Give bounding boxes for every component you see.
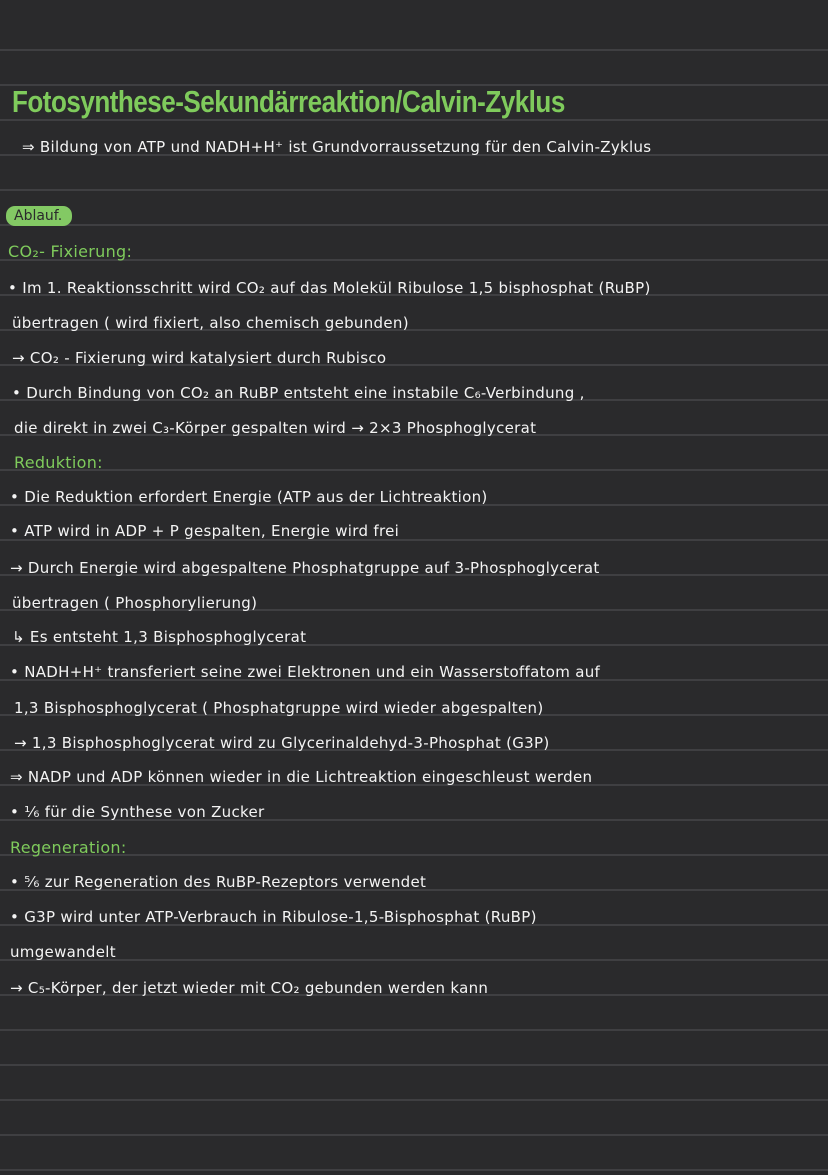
heading-reduktion: Reduktion: (14, 453, 103, 472)
reduction-line-7: 1,3 Bisphosphoglycerat ( Phosphatgruppe wird wieder abgespalten) (14, 699, 544, 717)
co2-line-2: übertragen ( wird fixiert, also chemisch gebunden) (12, 314, 409, 332)
reduction-line-9: ⇒ NADP und ADP können wieder in die Lichtreaktion eingeschleust werden (10, 768, 593, 786)
reduction-line-4: übertragen ( Phosphorylierung) (12, 594, 258, 612)
reduction-line-10: • ¹⁄₆ für die Synthese von Zucker (10, 803, 265, 821)
reduction-line-6: • NADH+H⁺ transferiert seine zwei Elektronen und ein Wasserstoffatom auf (10, 663, 601, 681)
co2-line-3: → CO₂ - Fixierung wird katalysiert durch Rubisco (12, 349, 387, 367)
co2-line-5: die direkt in zwei C₃-Körper gespalten wird → 2×3 Phosphoglycerat (14, 419, 537, 437)
regeneration-line-3: umgewandelt (10, 943, 116, 961)
reduction-line-5: ↳ Es entsteht 1,3 Bisphosphoglycerat (12, 628, 307, 646)
reduction-line-2: • ATP wird in ADP + P gespalten, Energie wird frei (10, 522, 400, 540)
reduction-line-8: → 1,3 Bisphosphoglycerat wird zu Glycerinaldehyd-3-Phosphat (G3P) (14, 734, 550, 752)
heading-regeneration: Regeneration: (10, 838, 127, 857)
heading-co2-fixierung: CO₂- Fixierung: (8, 242, 133, 261)
co2-line-1: • Im 1. Reaktionsschritt wird CO₂ auf das Molekül Ribulose 1,5 bisphosphat (RuBP) (8, 279, 651, 297)
intro-line: ⇒ Bildung von ATP und NADH+H⁺ ist Grundvorraussetzung für den Calvin-Zyklus (22, 138, 652, 156)
section-badge-ablauf: Ablauf. (6, 206, 72, 226)
regeneration-line-4: → C₅-Körper, der jetzt wieder mit CO₂ gebunden werden kann (10, 979, 489, 997)
page-title: Fotosynthese-Sekundärreaktion/Calvin-Zyklus (12, 84, 565, 119)
co2-line-4: • Durch Bindung von CO₂ an RuBP entsteht eine instabile C₆-Verbindung , (12, 384, 585, 402)
reduction-line-1: • Die Reduktion erfordert Energie (ATP aus der Lichtreaktion) (10, 488, 488, 506)
regeneration-line-1: • ⁵⁄₆ zur Regeneration des RuBP-Rezeptors verwendet (10, 873, 427, 891)
regeneration-line-2: • G3P wird unter ATP-Verbrauch in Ribulose-1,5-Bisphosphat (RuBP) (10, 908, 537, 926)
reduction-line-3: → Durch Energie wird abgespaltene Phosphatgruppe auf 3-Phosphoglycerat (10, 559, 600, 577)
